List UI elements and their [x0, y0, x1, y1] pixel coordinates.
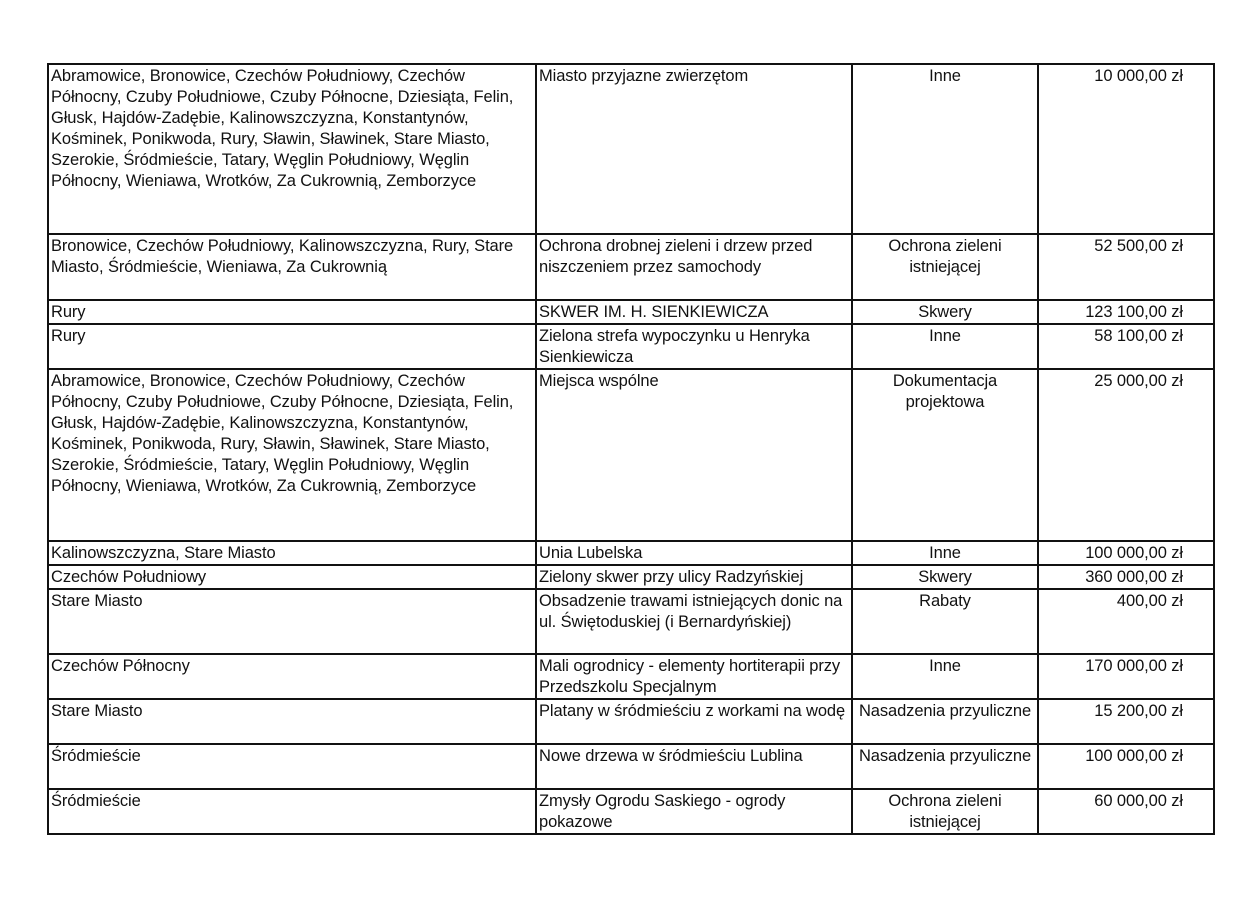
- category-cell: Inne: [852, 64, 1038, 234]
- districts-cell: Rury: [48, 300, 536, 324]
- amount-cell: 52 500,00 zł: [1038, 234, 1214, 300]
- table-row: [48, 541, 1214, 565]
- table-row: [48, 699, 1214, 744]
- table-row: [48, 300, 1214, 324]
- project-name-cell: Unia Lubelska: [536, 541, 852, 565]
- category-cell: Nasadzenia przyuliczne: [852, 699, 1038, 744]
- project-name-cell: Zielona strefa wypoczynku u Henryka Sienkiewicza: [536, 324, 852, 369]
- project-name-cell: Mali ogrodnicy - elementy hortiterapii przy Przedszkolu Specjalnym: [536, 654, 852, 699]
- amount-cell: 170 000,00 zł: [1038, 654, 1214, 699]
- table-row: [48, 744, 1214, 789]
- table-row: [48, 324, 1214, 369]
- amount-cell: 123 100,00 zł: [1038, 300, 1214, 324]
- project-name-cell: Nowe drzewa w śródmieściu Lublina: [536, 744, 852, 789]
- amount-cell: 400,00 zł: [1038, 589, 1214, 654]
- project-name-cell: Platany w śródmieściu z workami na wodę: [536, 699, 852, 744]
- table-row: [48, 234, 1214, 300]
- districts-cell: Kalinowszczyzna, Stare Miasto: [48, 541, 536, 565]
- table-row: [48, 589, 1214, 654]
- category-cell: Ochrona zieleni istniejącej: [852, 789, 1038, 834]
- category-cell: Rabaty: [852, 589, 1038, 654]
- category-cell: Nasadzenia przyuliczne: [852, 744, 1038, 789]
- project-name-cell: Obsadzenie trawami istniejących donic na ul. Świętoduskiej (i Bernardyńskiej): [536, 589, 852, 654]
- districts-cell: Czechów Północny: [48, 654, 536, 699]
- districts-cell: Śródmieście: [48, 744, 536, 789]
- districts-cell: Stare Miasto: [48, 589, 536, 654]
- category-cell: Ochrona zieleni istniejącej: [852, 234, 1038, 300]
- districts-cell: Abramowice, Bronowice, Czechów Południowy, Czechów Północny, Czuby Południowe, Czuby Północne, Dziesiąta, Felin, Głusk, Hajdów-Zadębie, Kalinowszczyzna, Konstantynów, Kośminek, Ponikwoda, Rury, Sławin, Sławinek, Stare Miasto, Szerokie, Śródmieście, Tatary, Węglin Południowy, Węglin Północny, Wieniawa, Wrotków, Za Cukrownią, Zemborzyce: [48, 64, 536, 234]
- amount-cell: 15 200,00 zł: [1038, 699, 1214, 744]
- districts-cell: Śródmieście: [48, 789, 536, 834]
- table-row: [48, 64, 1214, 234]
- districts-cell: Stare Miasto: [48, 699, 536, 744]
- category-cell: Dokumentacja projektowa: [852, 369, 1038, 541]
- category-cell: Inne: [852, 324, 1038, 369]
- category-cell: Inne: [852, 654, 1038, 699]
- category-cell: Skwery: [852, 300, 1038, 324]
- category-cell: Skwery: [852, 565, 1038, 589]
- table-row: [48, 654, 1214, 699]
- amount-cell: 60 000,00 zł: [1038, 789, 1214, 834]
- districts-cell: Rury: [48, 324, 536, 369]
- amount-cell: 360 000,00 zł: [1038, 565, 1214, 589]
- amount-cell: 100 000,00 zł: [1038, 541, 1214, 565]
- amount-cell: 25 000,00 zł: [1038, 369, 1214, 541]
- project-name-cell: Miejsca wspólne: [536, 369, 852, 541]
- amount-cell: 100 000,00 zł: [1038, 744, 1214, 789]
- districts-cell: Czechów Południowy: [48, 565, 536, 589]
- category-cell: Inne: [852, 541, 1038, 565]
- districts-cell: Abramowice, Bronowice, Czechów Południowy, Czechów Północny, Czuby Południowe, Czuby Północne, Dziesiąta, Felin, Głusk, Hajdów-Zadębie, Kalinowszczyzna, Konstantynów, Kośminek, Ponikwoda, Rury, Sławin, Sławinek, Stare Miasto, Szerokie, Śródmieście, Tatary, Węglin Południowy, Węglin Północny, Wieniawa, Wrotków, Za Cukrownią, Zemborzyce: [48, 369, 536, 541]
- table-row: [48, 789, 1214, 834]
- project-name-cell: Zielony skwer przy ulicy Radzyńskiej: [536, 565, 852, 589]
- table-row: [48, 369, 1214, 541]
- project-name-cell: Zmysły Ogrodu Saskiego - ogrody pokazowe: [536, 789, 852, 834]
- project-name-cell: Miasto przyjazne zwierzętom: [536, 64, 852, 234]
- amount-cell: 58 100,00 zł: [1038, 324, 1214, 369]
- project-name-cell: Ochrona drobnej zieleni i drzew przed niszczeniem przez samochody: [536, 234, 852, 300]
- districts-cell: Bronowice, Czechów Południowy, Kalinowszczyzna, Rury, Stare Miasto, Śródmieście, Wieniawa, Za Cukrownią: [48, 234, 536, 300]
- amount-cell: 10 000,00 zł: [1038, 64, 1214, 234]
- project-name-cell: SKWER IM. H. SIENKIEWICZA: [536, 300, 852, 324]
- table-row: [48, 565, 1214, 589]
- projects-table: [47, 63, 1215, 835]
